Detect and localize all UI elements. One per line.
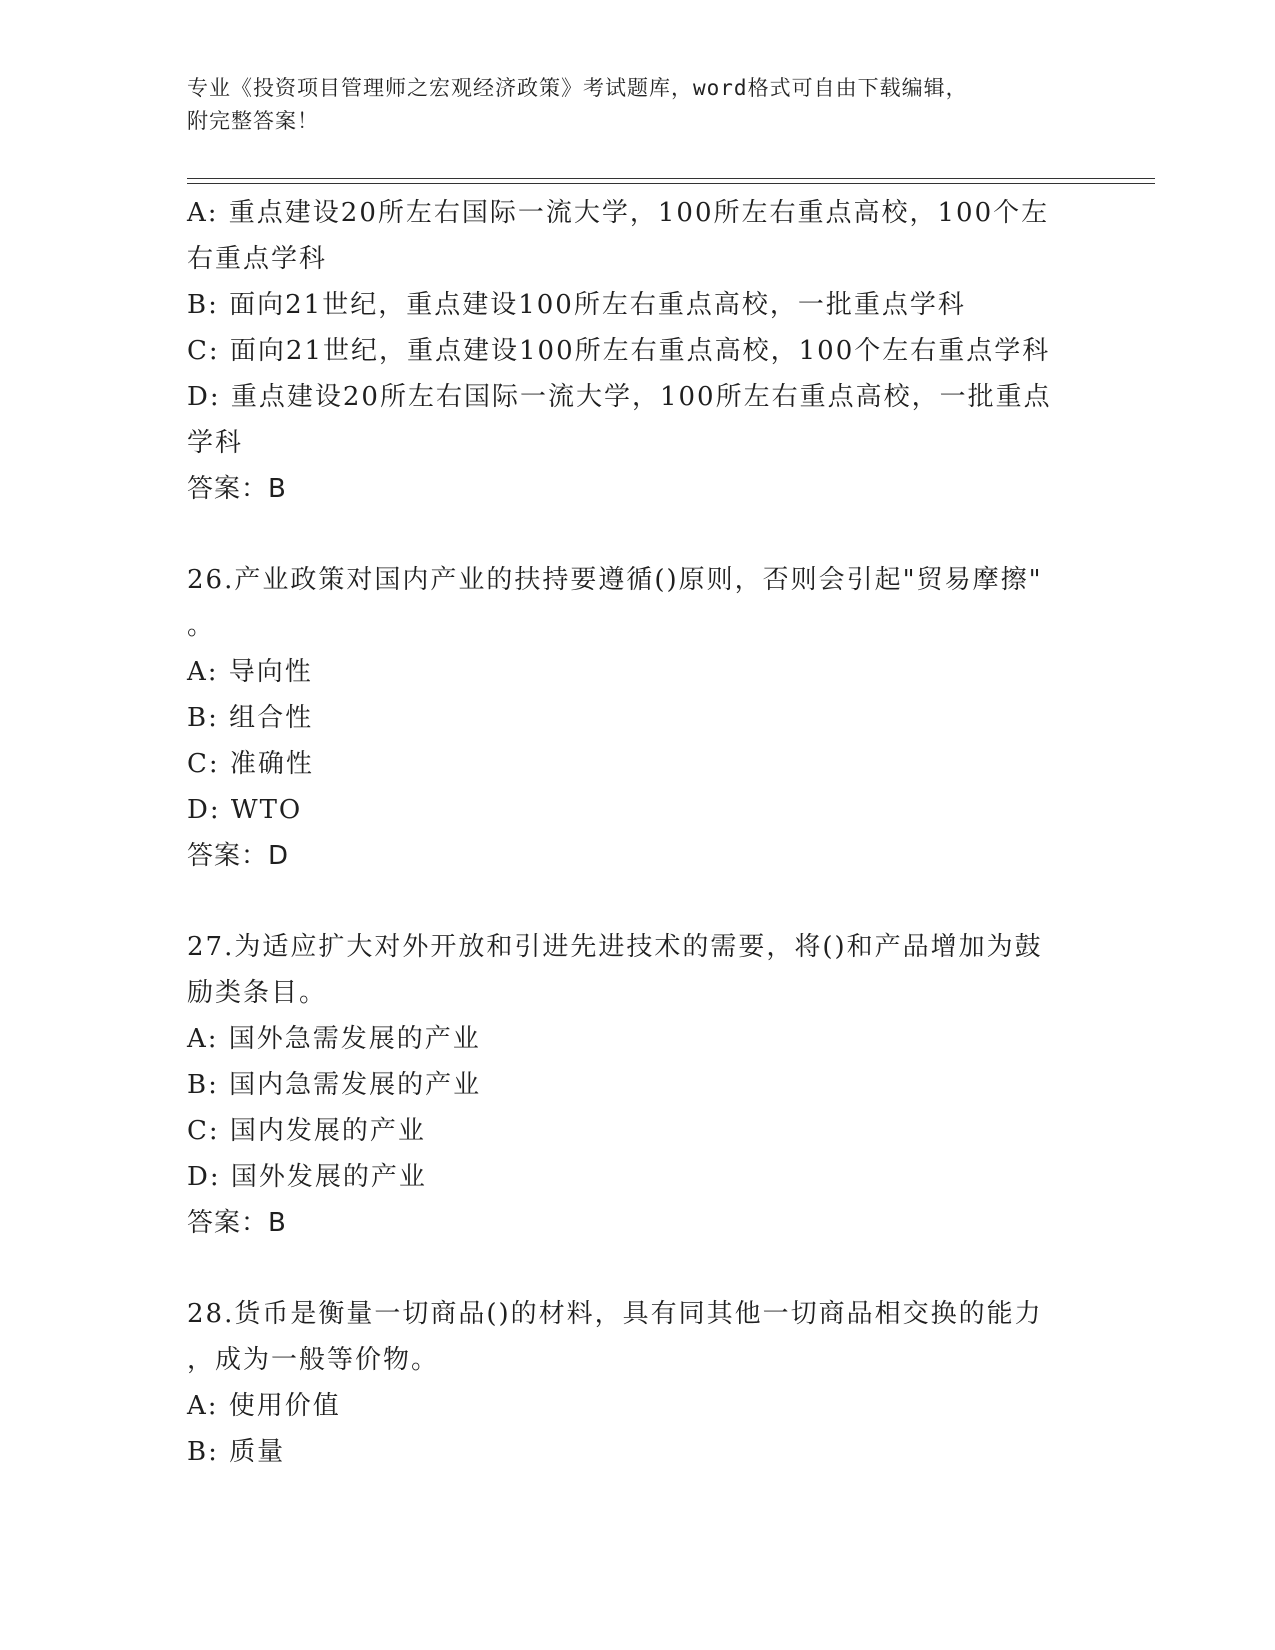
header-divider-bottom bbox=[187, 183, 1155, 184]
question-content bbox=[187, 190, 1087, 1475]
question-28 bbox=[187, 1291, 1087, 1475]
option-a: A: 导向性 bbox=[187, 657, 313, 687]
question-title-line-2: ，成为一般等价物。 bbox=[187, 1345, 440, 1375]
option-d: D: 国外发展的产业 bbox=[187, 1162, 427, 1192]
answer: 答案：D bbox=[187, 841, 290, 871]
question-25 bbox=[187, 190, 1087, 512]
question-title-line-1: 26.产业政策对国内产业的扶持要遵循()原则，否则会引起"贸易摩擦" bbox=[187, 565, 1043, 595]
header-line-1: 专业《投资项目管理师之宏观经济政策》考试题库，word格式可自由下载编辑， bbox=[187, 76, 968, 100]
answer: 答案：B bbox=[187, 474, 287, 504]
option-b: B: 质量 bbox=[187, 1437, 286, 1467]
question-title-line-2: 。 bbox=[187, 611, 216, 641]
option-a-line-2: 右重点学科 bbox=[187, 244, 328, 274]
option-a: A: 使用价值 bbox=[187, 1391, 341, 1421]
header-divider-top bbox=[187, 178, 1155, 179]
question-27 bbox=[187, 924, 1087, 1246]
answer: 答案：B bbox=[187, 1208, 287, 1238]
option-b: B: 国内急需发展的产业 bbox=[187, 1070, 482, 1100]
option-d-line-1: D: 重点建设20所左右国际一流大学，100所左右重点高校，一批重点 bbox=[187, 382, 1052, 412]
option-d: D: WTO bbox=[187, 795, 303, 825]
option-b: B: 组合性 bbox=[187, 703, 314, 733]
question-title-line-1: 28.货币是衡量一切商品()的材料，具有同其他一切商品相交换的能力 bbox=[187, 1299, 1043, 1329]
option-a: A: 国外急需发展的产业 bbox=[187, 1024, 481, 1054]
question-title-line-1: 27.为适应扩大对外开放和引进先进技术的需要，将()和产品增加为鼓 bbox=[187, 932, 1043, 962]
option-a-line-1: A: 重点建设20所左右国际一流大学，100所左右重点高校，100个左 bbox=[187, 198, 1050, 228]
option-d-line-2: 学科 bbox=[187, 428, 244, 458]
option-b: B: 面向21世纪，重点建设100所左右重点高校，一批重点学科 bbox=[187, 290, 966, 320]
question-26 bbox=[187, 557, 1087, 879]
option-c: C: 准确性 bbox=[187, 749, 314, 779]
option-c: C: 国内发展的产业 bbox=[187, 1116, 426, 1146]
option-c: C: 面向21世纪，重点建设100所左右重点高校，100个左右重点学科 bbox=[187, 336, 1051, 366]
document-header bbox=[187, 72, 1087, 138]
header-line-2: 附完整答案！ bbox=[187, 109, 319, 133]
question-title-line-2: 励类条目。 bbox=[187, 978, 328, 1008]
